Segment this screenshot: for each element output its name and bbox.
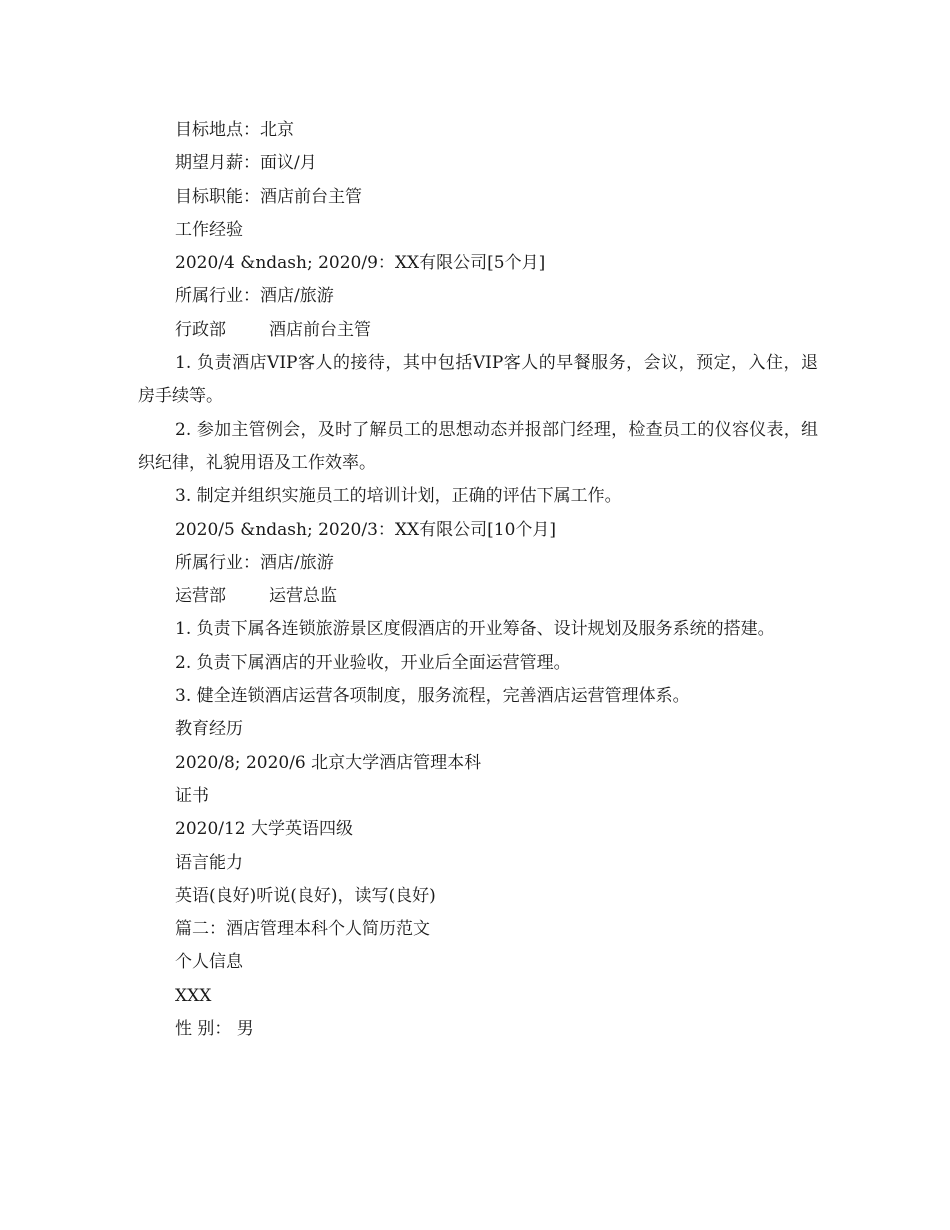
expected-salary: 期望月薪：面议/月 [175, 153, 317, 174]
job-duty: 2. 参加主管例会，及时了解员工的思想动态并报部门经理，检查员工的仪容仪表，组织纪律，礼貌用语及工作效率。 [138, 419, 818, 473]
certificate-entry: 2020/12 大学英语四级 [175, 819, 354, 840]
job-industry: 所属行业：酒店/旅游 [175, 552, 334, 573]
person-gender: 性 别： 男 [175, 1019, 254, 1040]
section-two-title: 篇二：酒店管理本科个人简历范文 [175, 919, 430, 940]
language-entry: 英语(良好)听说(良好)，读写(良好) [175, 885, 436, 906]
certificate-heading: 证书 [175, 785, 209, 806]
job-duty: 3. 健全连锁酒店运营各项制度，服务流程，完善酒店运营管理体系。 [175, 686, 690, 707]
person-name: XXX [175, 985, 212, 1006]
job-duty: 1. 负责酒店VIP客人的接待，其中包括VIP客人的早餐服务，会议，预定，入住，退房手续等。 [138, 353, 818, 407]
job-title: 酒店前台主管 [269, 319, 371, 340]
job-department-title-row [138, 580, 818, 613]
job-industry: 所属行业：酒店/旅游 [175, 286, 334, 307]
target-position: 目标职能：酒店前台主管 [175, 186, 362, 207]
job-department: 行政部 [175, 319, 226, 340]
job-department: 运营部 [175, 586, 226, 607]
job-period: 2020/4 &ndash; 2020/9：XX有限公司[5个月] [175, 253, 546, 274]
job-title: 运营总监 [269, 586, 337, 607]
job-duty: 3. 制定并组织实施员工的培训计划，正确的评估下属工作。 [175, 486, 622, 507]
language-heading: 语言能力 [175, 852, 243, 873]
job-duty: 2. 负责下属酒店的开业验收，开业后全面运营管理。 [175, 652, 571, 673]
work-experience-heading: 工作经验 [175, 219, 243, 240]
resume-body [138, 114, 818, 1046]
education-heading: 教育经历 [175, 719, 243, 740]
job-period: 2020/5 &ndash; 2020/3：XX有限公司[10个月] [175, 519, 557, 540]
target-location: 目标地点：北京 [175, 120, 294, 140]
job-duty: 1. 负责下属各连锁旅游景区度假酒店的开业筹备、设计规划及服务系统的搭建。 [175, 619, 775, 640]
job-department-title-row [138, 314, 818, 347]
personal-info-heading: 个人信息 [175, 952, 243, 973]
education-entry: 2020/8; 2020/6 北京大学酒店管理本科 [175, 752, 482, 773]
